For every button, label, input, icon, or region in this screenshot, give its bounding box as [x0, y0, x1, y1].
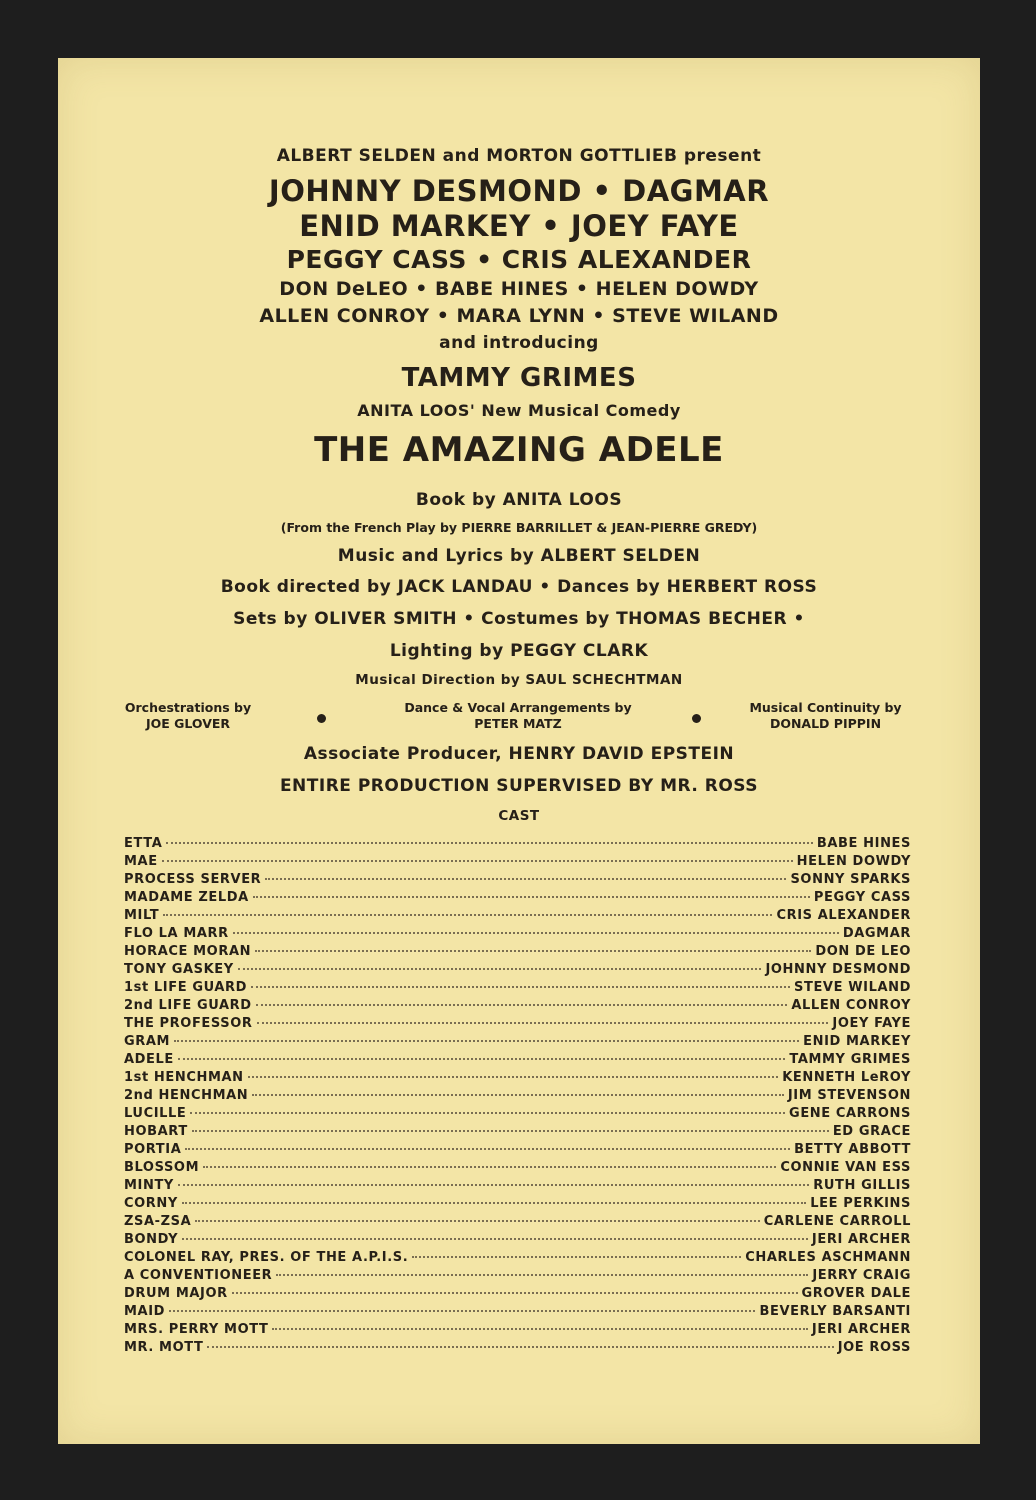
- cast-actor: DAGMAR: [842, 926, 911, 941]
- cast-heading: CAST: [498, 808, 540, 824]
- dot-leader: [252, 1094, 784, 1096]
- show-title: THE AMAZING ADELE: [314, 430, 724, 470]
- cast-row: [124, 1340, 911, 1358]
- cast-row: [124, 1268, 911, 1286]
- cast-row: [124, 1052, 911, 1070]
- cast-actor: ED GRACE: [832, 1124, 911, 1139]
- star-billing-line-1: JOHNNY DESMOND • DAGMAR: [268, 174, 770, 208]
- show-subtitle: ANITA LOOS' New Musical Comedy: [357, 401, 681, 420]
- cast-row: [124, 1304, 911, 1322]
- dot-leader: [192, 1130, 829, 1132]
- dot-leader: [190, 1112, 785, 1114]
- cast-row: [124, 908, 911, 926]
- dot-leader: [232, 1292, 798, 1294]
- cast-role: 1st LIFE GUARD: [124, 980, 248, 995]
- cast-role: LUCILLE: [124, 1106, 187, 1121]
- cast-row: [124, 890, 911, 908]
- cast-role: HOBART: [124, 1124, 188, 1139]
- dot-leader: [256, 1004, 788, 1006]
- cast-actor: SONNY SPARKS: [790, 872, 911, 887]
- dot-leader: [178, 1058, 785, 1060]
- dot-leader: [182, 1238, 808, 1240]
- cast-role: 2nd HENCHMAN: [124, 1088, 249, 1103]
- cast-role: HORACE MORAN: [124, 944, 252, 959]
- cast-row: [124, 1070, 911, 1088]
- cast-actor: GENE CARRONS: [789, 1106, 911, 1121]
- cast-role: GRAM: [124, 1034, 171, 1049]
- star-billing-line-3: PEGGY CASS • CRIS ALEXANDER: [286, 245, 752, 274]
- cast-role: MINTY: [124, 1178, 174, 1193]
- continuity-credit: [733, 700, 918, 732]
- cast-row: [124, 1016, 911, 1034]
- cast-actor: BABE HINES: [816, 836, 911, 851]
- cast-role: BLOSSOM: [124, 1160, 200, 1175]
- supervision-line: ENTIRE PRODUCTION SUPERVISED BY MR. ROSS: [279, 776, 759, 796]
- cast-row: [124, 1088, 911, 1106]
- introducing-line: and introducing: [439, 333, 599, 353]
- presenters-line: ALBERT SELDEN and MORTON GOTTLIEB present: [276, 146, 762, 166]
- dot-leader: [174, 1040, 799, 1042]
- cast-actor: CHARLES ASCHMANN: [745, 1250, 911, 1265]
- cast-actor: RUTH GILLIS: [813, 1178, 911, 1193]
- arrangement-credits: [58, 700, 980, 740]
- cast-role: 1st HENCHMAN: [124, 1070, 244, 1085]
- star-billing-line-2: ENID MARKEY • JOEY FAYE: [299, 209, 739, 243]
- lighting-credit: Lighting by PEGGY CLARK: [389, 641, 649, 661]
- playbill-page: [58, 58, 980, 1444]
- cast-role: ZSA-ZSA: [124, 1214, 192, 1229]
- orchestrations-credit: [113, 700, 263, 732]
- book-credit: Book by ANITA LOOS: [415, 490, 623, 510]
- cast-role: MAID: [124, 1304, 166, 1319]
- cast-actor: CRIS ALEXANDER: [776, 908, 911, 923]
- dot-leader: [182, 1202, 806, 1204]
- dot-leader: [169, 1310, 755, 1312]
- cast-role: DRUM MAJOR: [124, 1286, 228, 1301]
- cast-role: TONY GASKEY: [124, 962, 234, 977]
- dot-leader: [203, 1166, 776, 1168]
- cast-role: BONDY: [124, 1232, 179, 1247]
- dance-vocal-label: Dance & Vocal Arrangements by: [404, 700, 632, 715]
- bullet-dot-icon: [692, 714, 701, 723]
- cast-role: MAE: [124, 854, 158, 869]
- cast-row: [124, 854, 911, 872]
- dot-leader: [272, 1328, 807, 1330]
- dot-leader: [276, 1274, 808, 1276]
- cast-row: [124, 926, 911, 944]
- cast-role: MILT: [124, 908, 160, 923]
- cast-row: [124, 1034, 911, 1052]
- cast-row: [124, 1232, 911, 1250]
- cast-actor: JOE ROSS: [837, 1340, 911, 1355]
- cast-role: MADAME ZELDA: [124, 890, 249, 905]
- cast-row: [124, 836, 911, 854]
- cast-row: [124, 1142, 911, 1160]
- dot-leader: [257, 1022, 829, 1024]
- cast-row: [124, 1196, 911, 1214]
- cast-role: MR. MOTT: [124, 1340, 204, 1355]
- dot-leader: [233, 932, 839, 934]
- cast-role: PROCESS SERVER: [124, 872, 262, 887]
- cast-role: ADELE: [124, 1052, 174, 1067]
- cast-actor: ENID MARKEY: [803, 1034, 911, 1049]
- cast-row: [124, 944, 911, 962]
- cast-actor: TAMMY GRIMES: [789, 1052, 911, 1067]
- cast-actor: JOHNNY DESMOND: [765, 962, 911, 977]
- star-billing-line-4: DON DeLEO • BABE HINES • HELEN DOWDY: [279, 278, 759, 300]
- cast-row: [124, 998, 911, 1016]
- cast-actor: BEVERLY BARSANTI: [759, 1304, 911, 1319]
- orchestrations-name: JOE GLOVER: [145, 716, 231, 731]
- cast-role: 2nd LIFE GUARD: [124, 998, 252, 1013]
- cast-actor: JIM STEVENSON: [787, 1088, 911, 1103]
- cast-row: [124, 1214, 911, 1232]
- dot-leader: [195, 1220, 759, 1222]
- dot-leader: [248, 1076, 779, 1078]
- cast-role: FLO LA MARR: [124, 926, 229, 941]
- cast-actor: ALLEN CONROY: [791, 998, 911, 1013]
- cast-actor: BETTY ABBOTT: [794, 1142, 911, 1157]
- associate-producer: Associate Producer, HENRY DAVID EPSTEIN: [303, 744, 735, 764]
- continuity-label: Musical Continuity by: [749, 700, 902, 715]
- dot-leader: [412, 1256, 741, 1258]
- cast-row: [124, 1322, 911, 1340]
- dot-leader: [238, 968, 762, 970]
- cast-actor: LEE PERKINS: [810, 1196, 911, 1211]
- design-credit: Sets by OLIVER SMITH • Costumes by THOMAS BECHER •: [233, 609, 805, 629]
- cast-row: [124, 1250, 911, 1268]
- continuity-name: DONALD PIPPIN: [769, 716, 882, 731]
- dot-leader: [207, 1346, 833, 1348]
- cast-actor: JERI ARCHER: [811, 1322, 911, 1337]
- dot-leader: [162, 860, 793, 862]
- cast-actor: JERI ARCHER: [811, 1232, 911, 1247]
- cast-role: PORTIA: [124, 1142, 182, 1157]
- cast-role: MRS. PERRY MOTT: [124, 1322, 269, 1337]
- cast-actor: GROVER DALE: [801, 1286, 911, 1301]
- star-billing-line-5: ALLEN CONROY • MARA LYNN • STEVE WILAND: [259, 305, 779, 327]
- cast-role: ETTA: [124, 836, 163, 851]
- director-credit: Book directed by JACK LANDAU • Dances by HERBERT ROSS: [220, 577, 818, 597]
- cast-list: [124, 836, 911, 1358]
- cast-role: THE PROFESSOR: [124, 1016, 253, 1031]
- cast-actor: HELEN DOWDY: [796, 854, 911, 869]
- cast-role: COLONEL RAY, PRES. OF THE A.P.I.S.: [124, 1250, 409, 1265]
- dot-leader: [253, 896, 810, 898]
- cast-actor: JOEY FAYE: [832, 1016, 911, 1031]
- cast-actor: KENNETH LeROY: [782, 1070, 911, 1085]
- cast-role: A CONVENTIONEER: [124, 1268, 273, 1283]
- cast-actor: STEVE WILAND: [794, 980, 911, 995]
- dot-leader: [178, 1184, 809, 1186]
- source-credit: (From the French Play by PIERRE BARRILLET & JEAN-PIERRE GREDY): [280, 520, 758, 535]
- cast-actor: DON DE LEO: [815, 944, 911, 959]
- music-credit: Music and Lyrics by ALBERT SELDEN: [337, 546, 701, 566]
- dot-leader: [255, 950, 811, 952]
- dot-leader: [265, 878, 786, 880]
- dance-vocal-name: PETER MATZ: [474, 716, 562, 731]
- dot-leader: [166, 842, 813, 844]
- cast-actor: CARLENE CARROLL: [763, 1214, 911, 1229]
- bullet-dot-icon: [317, 714, 326, 723]
- cast-row: [124, 1106, 911, 1124]
- cast-row: [124, 1160, 911, 1178]
- cast-actor: CONNIE VAN ESS: [780, 1160, 911, 1175]
- featured-star: TAMMY GRIMES: [401, 363, 637, 393]
- dot-leader: [251, 986, 790, 988]
- cast-row: [124, 1286, 911, 1304]
- musical-direction-credit: Musical Direction by SAUL SCHECHTMAN: [355, 672, 683, 688]
- orchestrations-label: Orchestrations by: [124, 700, 252, 715]
- dot-leader: [163, 914, 772, 916]
- dance-vocal-credit: [383, 700, 653, 732]
- cast-row: [124, 962, 911, 980]
- cast-row: [124, 872, 911, 890]
- cast-row: [124, 1178, 911, 1196]
- dot-leader: [185, 1148, 790, 1150]
- cast-actor: PEGGY CASS: [813, 890, 911, 905]
- cast-row: [124, 1124, 911, 1142]
- cast-actor: JERRY CRAIG: [812, 1268, 911, 1283]
- cast-row: [124, 980, 911, 998]
- cast-role: CORNY: [124, 1196, 178, 1211]
